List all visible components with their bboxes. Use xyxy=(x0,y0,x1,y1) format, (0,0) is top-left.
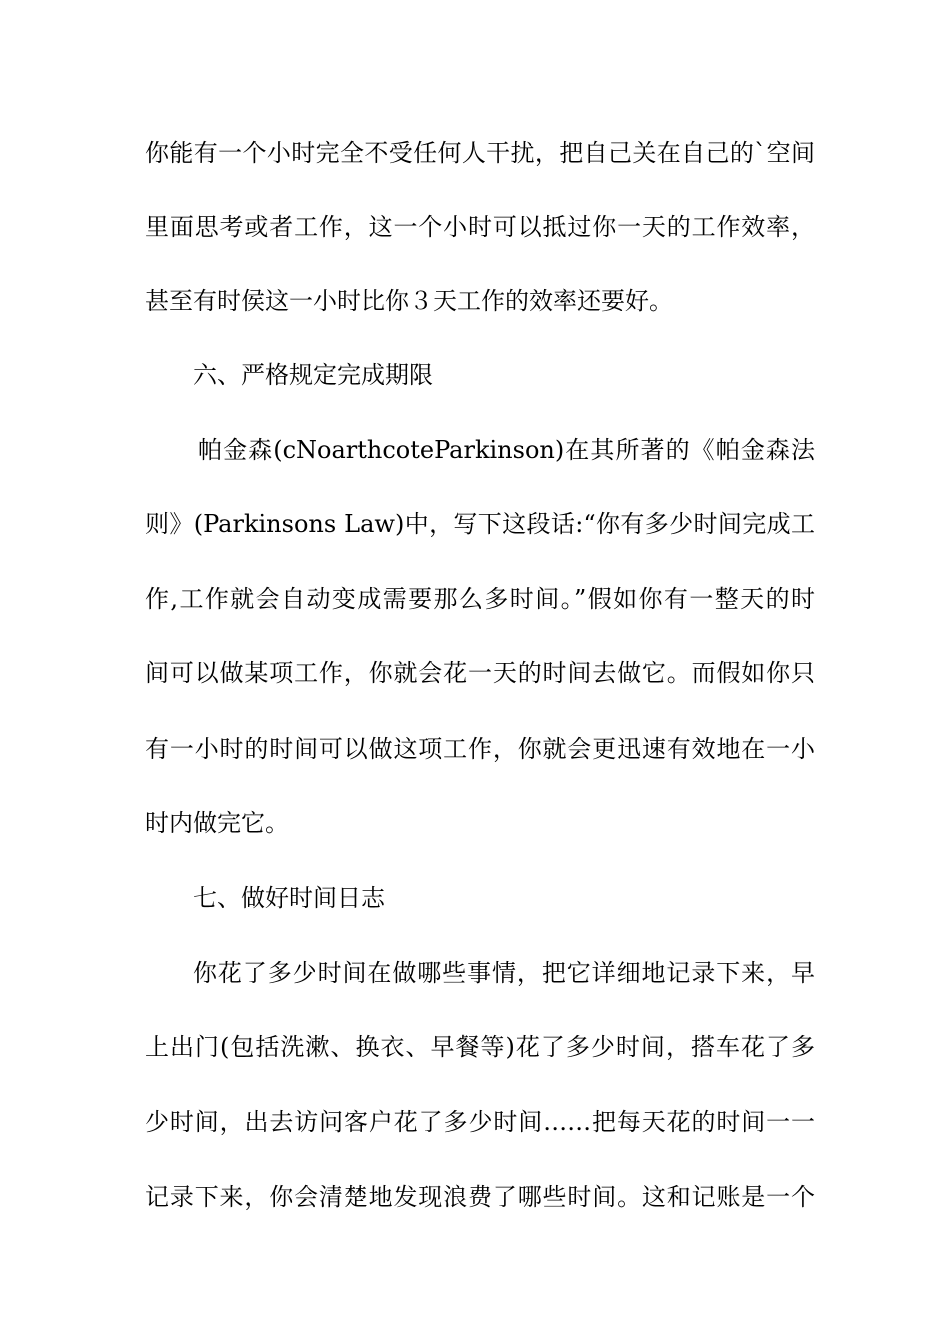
paragraph-line: 你花了多少时间在做哪些事情，把它详细地记录下来，早 xyxy=(193,959,815,987)
section-heading: 七、做好时间日志 xyxy=(193,884,385,912)
paragraph-line: 里面思考或者工作，这一个小时可以抵过你一天的工作效率， xyxy=(145,213,815,241)
paragraph-line: 甚至有时侯这一小时比你３天工作的效率还要好。 xyxy=(145,287,673,315)
paragraph-line: 间可以做某项工作，你就会花一天的时间去做它。而假如你只 xyxy=(145,659,815,687)
paragraph-line: 有一小时的时间可以做这项工作，你就会更迅速有效地在一小 xyxy=(145,735,815,763)
paragraph-line: 你能有一个小时完全不受任何人干扰，把自己关在自己的`空间 xyxy=(145,139,815,167)
paragraph-line: 帕金森(cNoarthcoteParkinson)在其所著的《帕金森法 xyxy=(198,436,815,464)
paragraph-line: 少时间，出去访问客户花了多少时间……把每天花的时间一一 xyxy=(145,1108,815,1136)
paragraph-line: 则》(Parkinsons Law)中，写下这段话:“你有多少时间完成工 xyxy=(145,510,815,538)
paragraph-line: 时内做完它。 xyxy=(145,809,289,837)
section-heading: 六、严格规定完成期限 xyxy=(193,361,433,389)
paragraph-line: 记录下来，你会清楚地发现浪费了哪些时间。这和记账是一个 xyxy=(145,1183,815,1211)
paragraph-line: 上出门(包括洗漱、换衣、早餐等)花了多少时间，搭车花了多 xyxy=(145,1033,815,1061)
paragraph-line: 作,工作就会自动变成需要那么多时间。”假如你有一整天的时 xyxy=(145,585,815,613)
